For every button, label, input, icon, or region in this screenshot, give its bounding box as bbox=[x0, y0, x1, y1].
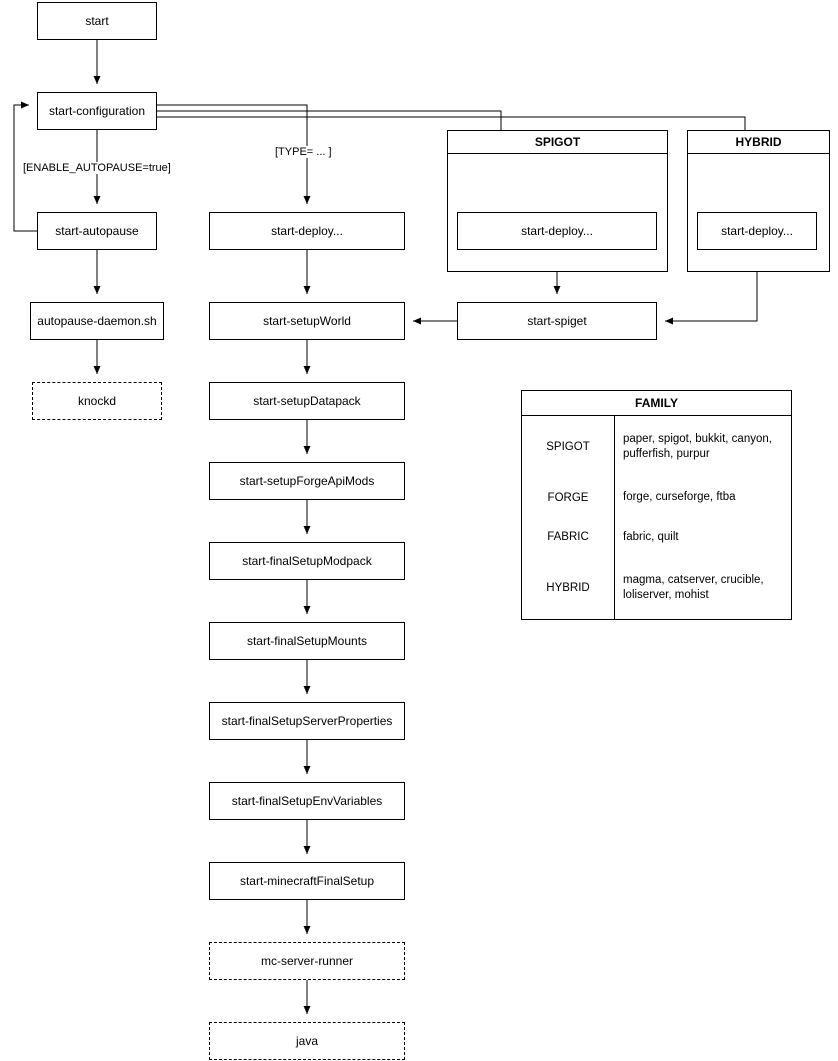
family-legend-title: FAMILY bbox=[522, 391, 791, 416]
node-start-deploy-main[interactable] bbox=[209, 212, 405, 250]
node-start-minecraftfinalsetup[interactable] bbox=[209, 862, 405, 900]
node-hybrid-deploy[interactable] bbox=[697, 212, 817, 250]
node-start-configuration-label: start-configuration bbox=[48, 103, 146, 118]
node-spigot-deploy-label: start-deploy... bbox=[521, 223, 593, 238]
node-start-setupworld[interactable] bbox=[209, 302, 405, 340]
node-mc-server-runner-label: mc-server-runner bbox=[260, 953, 353, 968]
node-start-minecraftfinalsetup-label: start-minecraftFinalSetup bbox=[239, 873, 375, 888]
node-start-setupworld-label: start-setupWorld bbox=[263, 313, 351, 328]
family-value-spigot: paper, spigot, bukkit, canyon, pufferfish, purpur bbox=[623, 432, 772, 461]
node-start-configuration[interactable] bbox=[37, 92, 157, 130]
node-start-deploy-main-label: start-deploy... bbox=[271, 223, 343, 238]
node-autopause-daemon[interactable] bbox=[30, 302, 164, 340]
node-start-finalsetupenvvariables[interactable] bbox=[209, 782, 405, 820]
edge-label-enable-autopause: [ENABLE_AUTOPAUSE=true] bbox=[23, 162, 171, 174]
family-legend-table bbox=[522, 391, 791, 619]
family-key-hybrid: HYBRID bbox=[522, 557, 615, 619]
node-mc-server-runner[interactable] bbox=[209, 942, 405, 980]
group-spigot-title: SPIGOT bbox=[448, 131, 667, 154]
table-row bbox=[522, 416, 791, 479]
table-row bbox=[522, 478, 791, 518]
group-hybrid-title: HYBRID bbox=[688, 131, 829, 154]
family-value-fabric: fabric, quilt bbox=[623, 530, 679, 543]
node-java-label: java bbox=[295, 1033, 318, 1048]
node-start-setupforgeapimods-label: start-setupForgeApiMods bbox=[239, 473, 375, 488]
node-start-autopause[interactable] bbox=[37, 212, 157, 250]
family-legend bbox=[521, 390, 792, 620]
node-start-label: start bbox=[85, 13, 109, 28]
table-row bbox=[522, 518, 791, 558]
edge-label-type: [TYPE= ... ] bbox=[275, 146, 332, 158]
family-value-forge: forge, curseforge, ftba bbox=[623, 491, 736, 504]
family-value-hybrid: magma, catserver, crucible, loliserver, mohist bbox=[623, 573, 764, 602]
node-start-spiget-label: start-spiget bbox=[527, 313, 587, 328]
node-start-spiget[interactable] bbox=[457, 302, 657, 340]
group-hybrid bbox=[687, 130, 830, 272]
family-key-fabric: FABRIC bbox=[522, 518, 615, 558]
node-java[interactable] bbox=[209, 1022, 405, 1060]
node-start-setupdatapack-label: start-setupDatapack bbox=[253, 393, 361, 408]
group-spigot bbox=[447, 130, 668, 272]
family-key-spigot: SPIGOT bbox=[522, 416, 615, 479]
node-start[interactable] bbox=[37, 2, 157, 40]
node-knockd[interactable] bbox=[32, 382, 162, 420]
node-start-finalsetupmodpack[interactable] bbox=[209, 542, 405, 580]
node-hybrid-deploy-label: start-deploy... bbox=[721, 223, 793, 238]
node-knockd-label: knockd bbox=[77, 393, 117, 408]
node-start-autopause-label: start-autopause bbox=[55, 223, 139, 238]
node-start-setupdatapack[interactable] bbox=[209, 382, 405, 420]
node-start-finalsetupserverproperties[interactable] bbox=[209, 702, 405, 740]
node-autopause-daemon-label: autopause-daemon.sh bbox=[37, 313, 157, 328]
family-key-forge: FORGE bbox=[522, 478, 615, 518]
node-start-finalsetupmodpack-label: start-finalSetupModpack bbox=[242, 553, 372, 568]
node-start-finalsetupenvvariables-label: start-finalSetupEnvVariables bbox=[231, 793, 383, 808]
node-spigot-deploy[interactable] bbox=[457, 212, 657, 250]
table-row bbox=[522, 557, 791, 619]
node-start-setupforgeapimods[interactable] bbox=[209, 462, 405, 500]
node-start-finalsetupmounts[interactable] bbox=[209, 622, 405, 660]
node-start-finalsetupmounts-label: start-finalSetupMounts bbox=[246, 633, 368, 648]
node-start-finalsetupserverproperties-label: start-finalSetupServerProperties bbox=[221, 713, 393, 728]
